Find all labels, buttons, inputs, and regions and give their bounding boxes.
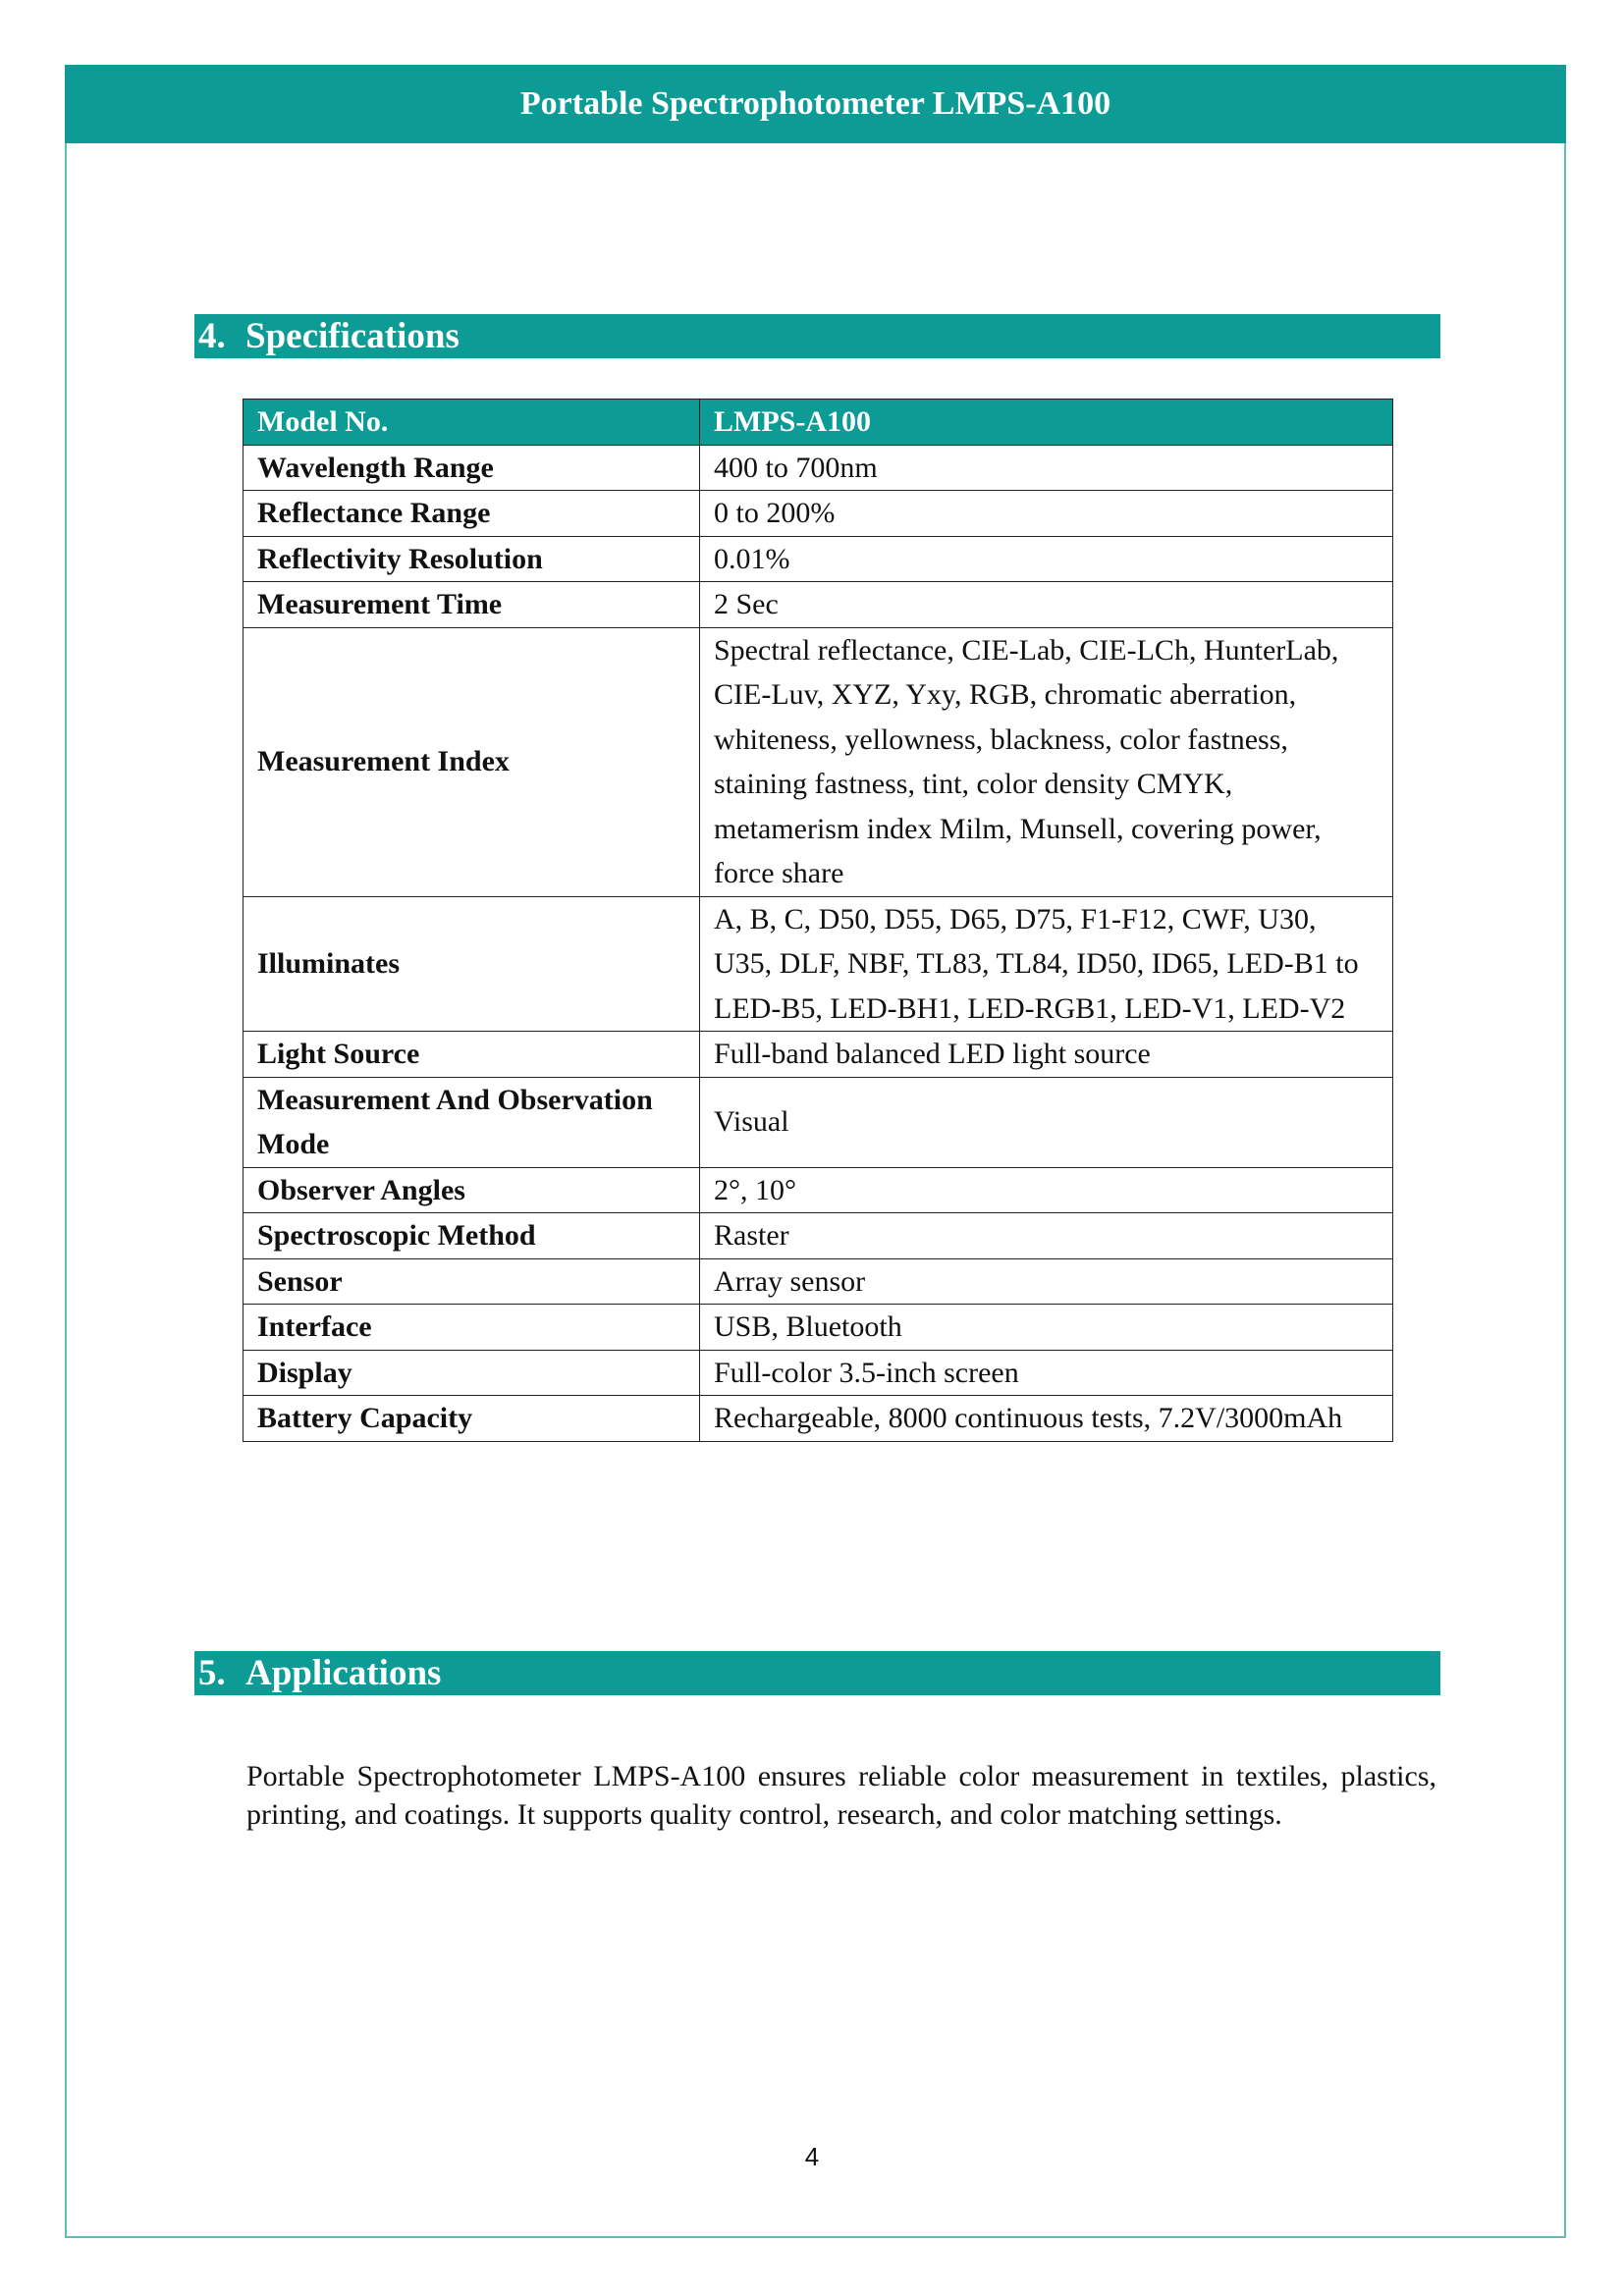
document-header: [65, 65, 1566, 143]
spec-value: USB, Bluetooth: [700, 1305, 1393, 1351]
section-heading-specifications: [194, 314, 1440, 358]
table-row: [244, 896, 1393, 1032]
table-header-row: [244, 400, 1393, 446]
table-row: [244, 445, 1393, 491]
spec-value: Full-band balanced LED light source: [700, 1032, 1393, 1078]
applications-paragraph: Portable Spectrophotometer LMPS-A100 ensures reliable color measurement in textiles, plastics, printing, and coatings. It supports quality control, research, and color matching settings.: [246, 1760, 1436, 1831]
document-title: Portable Spectrophotometer LMPS-A100: [519, 85, 1111, 122]
spec-key: Spectroscopic Method: [244, 1213, 700, 1259]
section-title: Specifications: [245, 315, 460, 356]
spec-value: 0 to 200%: [700, 491, 1393, 537]
spec-key: Measurement Time: [244, 582, 700, 628]
spec-key: Reflectance Range: [244, 491, 700, 537]
spec-key: Measurement Index: [244, 627, 700, 896]
table-row: [244, 1396, 1393, 1442]
section-title: Applications: [245, 1652, 442, 1693]
spec-value: Array sensor: [700, 1258, 1393, 1305]
spec-value: Visual: [700, 1077, 1393, 1167]
section-number: 4.: [198, 315, 226, 356]
table-row: [244, 582, 1393, 628]
spec-key: Battery Capacity: [244, 1396, 700, 1442]
spec-value: 2 Sec: [700, 582, 1393, 628]
spec-key: Interface: [244, 1305, 700, 1351]
spec-key: Measurement And Observation Mode: [244, 1077, 700, 1167]
table-row: [244, 491, 1393, 537]
spec-value: Full-color 3.5-inch screen: [700, 1350, 1393, 1396]
spec-value: Spectral reflectance, CIE-Lab, CIE-LCh, HunterLab, CIE-Luv, XYZ, Yxy, RGB, chromatic aberration, whiteness, yellowness, blackness, color fastness, staining fastness, tint, color density CMYK, metamerism index Milm, Munsell, covering power, force share: [700, 627, 1393, 896]
section-heading-applications: [194, 1651, 1440, 1695]
section-number: 5.: [198, 1652, 226, 1693]
spec-key: Display: [244, 1350, 700, 1396]
table-row: [244, 1167, 1393, 1213]
spec-key: Observer Angles: [244, 1167, 700, 1213]
page-number: 4: [804, 2142, 820, 2171]
spec-value: 0.01%: [700, 536, 1393, 582]
table-header-key: Model No.: [244, 400, 700, 446]
table-row: [244, 627, 1393, 896]
spec-value: Raster: [700, 1213, 1393, 1259]
table-row: [244, 1258, 1393, 1305]
spec-key: Illuminates: [244, 896, 700, 1032]
table-row: [244, 1032, 1393, 1078]
table-row: [244, 1350, 1393, 1396]
spec-key: Wavelength Range: [244, 445, 700, 491]
table-row: [244, 1305, 1393, 1351]
spec-key: Light Source: [244, 1032, 700, 1078]
spec-value: 400 to 700nm: [700, 445, 1393, 491]
table-header-value: LMPS-A100: [700, 400, 1393, 446]
specifications-table: [243, 399, 1393, 1442]
table-row: [244, 536, 1393, 582]
spec-value: A, B, C, D50, D55, D65, D75, F1-F12, CWF, U30, U35, DLF, NBF, TL83, TL84, ID50, ID65, LED-B1 to LED-B5, LED-BH1, LED-RGB1, LED-V1, LED-V2: [700, 896, 1393, 1032]
table-row: [244, 1213, 1393, 1259]
spec-value: 2°, 10°: [700, 1167, 1393, 1213]
spec-key: Reflectivity Resolution: [244, 536, 700, 582]
spec-key: Sensor: [244, 1258, 700, 1305]
table-row: [244, 1077, 1393, 1167]
spec-value: Rechargeable, 8000 continuous tests, 7.2V/3000mAh: [700, 1396, 1393, 1442]
